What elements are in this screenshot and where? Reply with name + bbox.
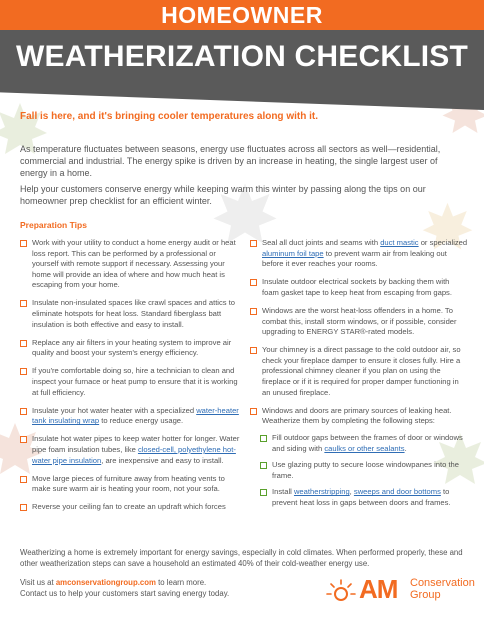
intro-paragraph-2: Help your customers conserve energy while keeping warm this winter by passing along the tips on our homeowner prep checklist for an efficient winter. xyxy=(20,184,426,206)
checklist-item xyxy=(20,474,242,495)
checklist-item xyxy=(20,298,242,330)
item-text: Windows are the worst heat-loss offenders in a home. To combat this, install storm windows, or if possible, consider upgrading to ENERGY STAR®-rated models. xyxy=(262,305,457,337)
item-text: Replace any air filters in your heating system to improve air quality and boost your system's energy efficiency. xyxy=(32,337,232,358)
checklist-item xyxy=(20,434,242,466)
checkbox-icon[interactable] xyxy=(20,476,27,483)
tips-right-column xyxy=(250,238,468,514)
footer-text: to learn more. xyxy=(155,578,207,587)
logo-group: Group xyxy=(410,589,441,601)
checklist-item xyxy=(20,366,242,398)
sun-logo-icon xyxy=(325,576,357,608)
checkbox-icon[interactable] xyxy=(260,462,267,469)
footer-contact: Contact us to help your customers start saving energy today. xyxy=(20,589,230,598)
logo-conservation: Conservation xyxy=(410,577,475,589)
website-link[interactable]: amconservationgroup.com xyxy=(55,578,156,587)
intro-headline: Fall is here, and it's bringing cooler temperatures along with it. xyxy=(20,111,318,122)
item-text: Insulate non-insulated spaces like crawl spaces and attics to eliminate hotspots for heat loss. Standard fiberglass batt insulation is both effective and easy to install. xyxy=(32,298,236,329)
checklist-item xyxy=(250,277,468,298)
checkbox-icon[interactable] xyxy=(250,308,257,315)
tips-left-column xyxy=(20,238,242,520)
checkbox-icon[interactable] xyxy=(250,408,257,415)
page-title: WEATHERIZATION CHECKLIST xyxy=(16,40,468,73)
checklist-item xyxy=(250,345,468,398)
checklist-subitem xyxy=(250,460,468,481)
checkbox-icon[interactable] xyxy=(20,408,27,415)
foil-tape-link[interactable]: aluminum foil tape xyxy=(262,248,324,258)
closing-paragraph: Weatherizing a home is extremely important for energy savings, especially in cold climates. When performed properly, these and other weatherization steps can save a household an estimated 40% of their cold-weather energy use. xyxy=(20,548,463,568)
banner-homeowner: HOMEOWNER xyxy=(0,0,484,30)
logo-am: AM xyxy=(359,574,398,604)
door-sweeps-link[interactable]: sweeps and door bottoms xyxy=(353,487,441,497)
item-text: Windows and doors are primary sources of leaking heat. Weatherize them by completing the following steps: xyxy=(262,405,452,426)
item-text: Install xyxy=(272,487,294,497)
item-text: If you're comfortable doing so, hire a technician to clean and inspect your furnace or heat pump to ensure that it is working at full efficiency. xyxy=(32,366,238,397)
footer-visit xyxy=(20,578,310,589)
water-heater-wrap-link[interactable]: water-heater tank insulating wrap xyxy=(32,405,239,426)
item-text: to prevent warm air from leaking out before it ever reaches your rooms. xyxy=(262,248,447,269)
checklist-subitem xyxy=(250,433,468,454)
checkbox-icon[interactable] xyxy=(250,347,257,354)
item-text: Insulate outdoor electrical sockets by backing them with foam gasket tape to keep heat from escaping from gaps. xyxy=(262,277,452,297)
checklist-item xyxy=(20,502,242,513)
checklist-subitem xyxy=(250,487,468,508)
checkbox-icon[interactable] xyxy=(20,504,27,511)
checkbox-icon[interactable] xyxy=(260,489,267,496)
item-text: to prevent heat loss in gaps between doors and frames. xyxy=(272,487,451,507)
checkbox-icon[interactable] xyxy=(20,436,27,443)
item-text: Reverse your ceiling fan to create an updraft which forces xyxy=(32,502,226,512)
item-text: Work with your utility to conduct a home energy audit or heat loss report. This can be performed by a professional or yourself with remote support if necessary. Assessing your home will provide an idea of where and how much heat is escaping from your home. xyxy=(32,238,236,290)
item-text: Use glazing putty to secure loose windowpanes into the frame. xyxy=(272,460,460,480)
checkbox-icon[interactable] xyxy=(20,300,27,307)
checkbox-icon[interactable] xyxy=(250,279,257,286)
intro-paragraph-1: As temperature fluctuates between seasons, energy use fluctuates across all sectors as well—residential, commercial and industrial. The energy spike is driven by an increase in heating, the single largest user of energy in a home. xyxy=(20,144,441,178)
checkbox-icon[interactable] xyxy=(20,368,27,375)
checklist-item xyxy=(20,406,242,427)
checklist-item xyxy=(20,338,242,359)
company-logo xyxy=(325,572,475,612)
caulks-sealants-link[interactable]: caulks or other sealants xyxy=(324,443,405,453)
checklist-item xyxy=(20,238,242,291)
item-text: or specialized xyxy=(418,238,468,247)
weatherstripping-link[interactable]: weatherstripping xyxy=(293,487,350,497)
item-text: Fill outdoor gaps between the frames of door or windows and siding with xyxy=(272,432,463,453)
checklist-item xyxy=(250,306,468,338)
item-text: Your chimney is a direct passage to the cold outdoor air, so check your fireplace damper to ensure it closes fully. Hire a professional chimney cleaner if you plan on using the fireplace or if it is required for proper damper functioning in an unused fireplace. xyxy=(262,345,461,397)
checkbox-icon[interactable] xyxy=(260,435,267,442)
footer-text: Visit us at xyxy=(20,578,56,587)
pipe-insulation-link[interactable]: closed-cell, polyethylene hot-water pipe insulation xyxy=(32,445,236,465)
item-text: , are inexpensive and easy to install. xyxy=(101,455,224,465)
item-text: . xyxy=(404,443,407,453)
section-title: Preparation Tips xyxy=(20,220,87,230)
checklist-item xyxy=(250,406,468,427)
item-text: Move large pieces of furniture away from heating vents to make sure warm air is heating your room, not your sofa. xyxy=(32,473,225,494)
item-text: to reduce energy usage. xyxy=(99,416,184,426)
item-text: Insulate your hot water heater with a specialized xyxy=(32,405,197,415)
item-text: , xyxy=(349,487,354,497)
checkbox-icon[interactable] xyxy=(20,240,27,247)
duct-mastic-link[interactable]: duct mastic xyxy=(380,238,419,247)
item-text: Insulate hot water pipes to keep water hotter for longer. Water pipe foam insulation tubes, like xyxy=(32,434,240,454)
checkbox-icon[interactable] xyxy=(250,240,257,247)
checkbox-icon[interactable] xyxy=(20,340,27,347)
item-text: Seal all duct joints and seams with xyxy=(262,238,381,247)
checklist-item xyxy=(250,238,468,270)
